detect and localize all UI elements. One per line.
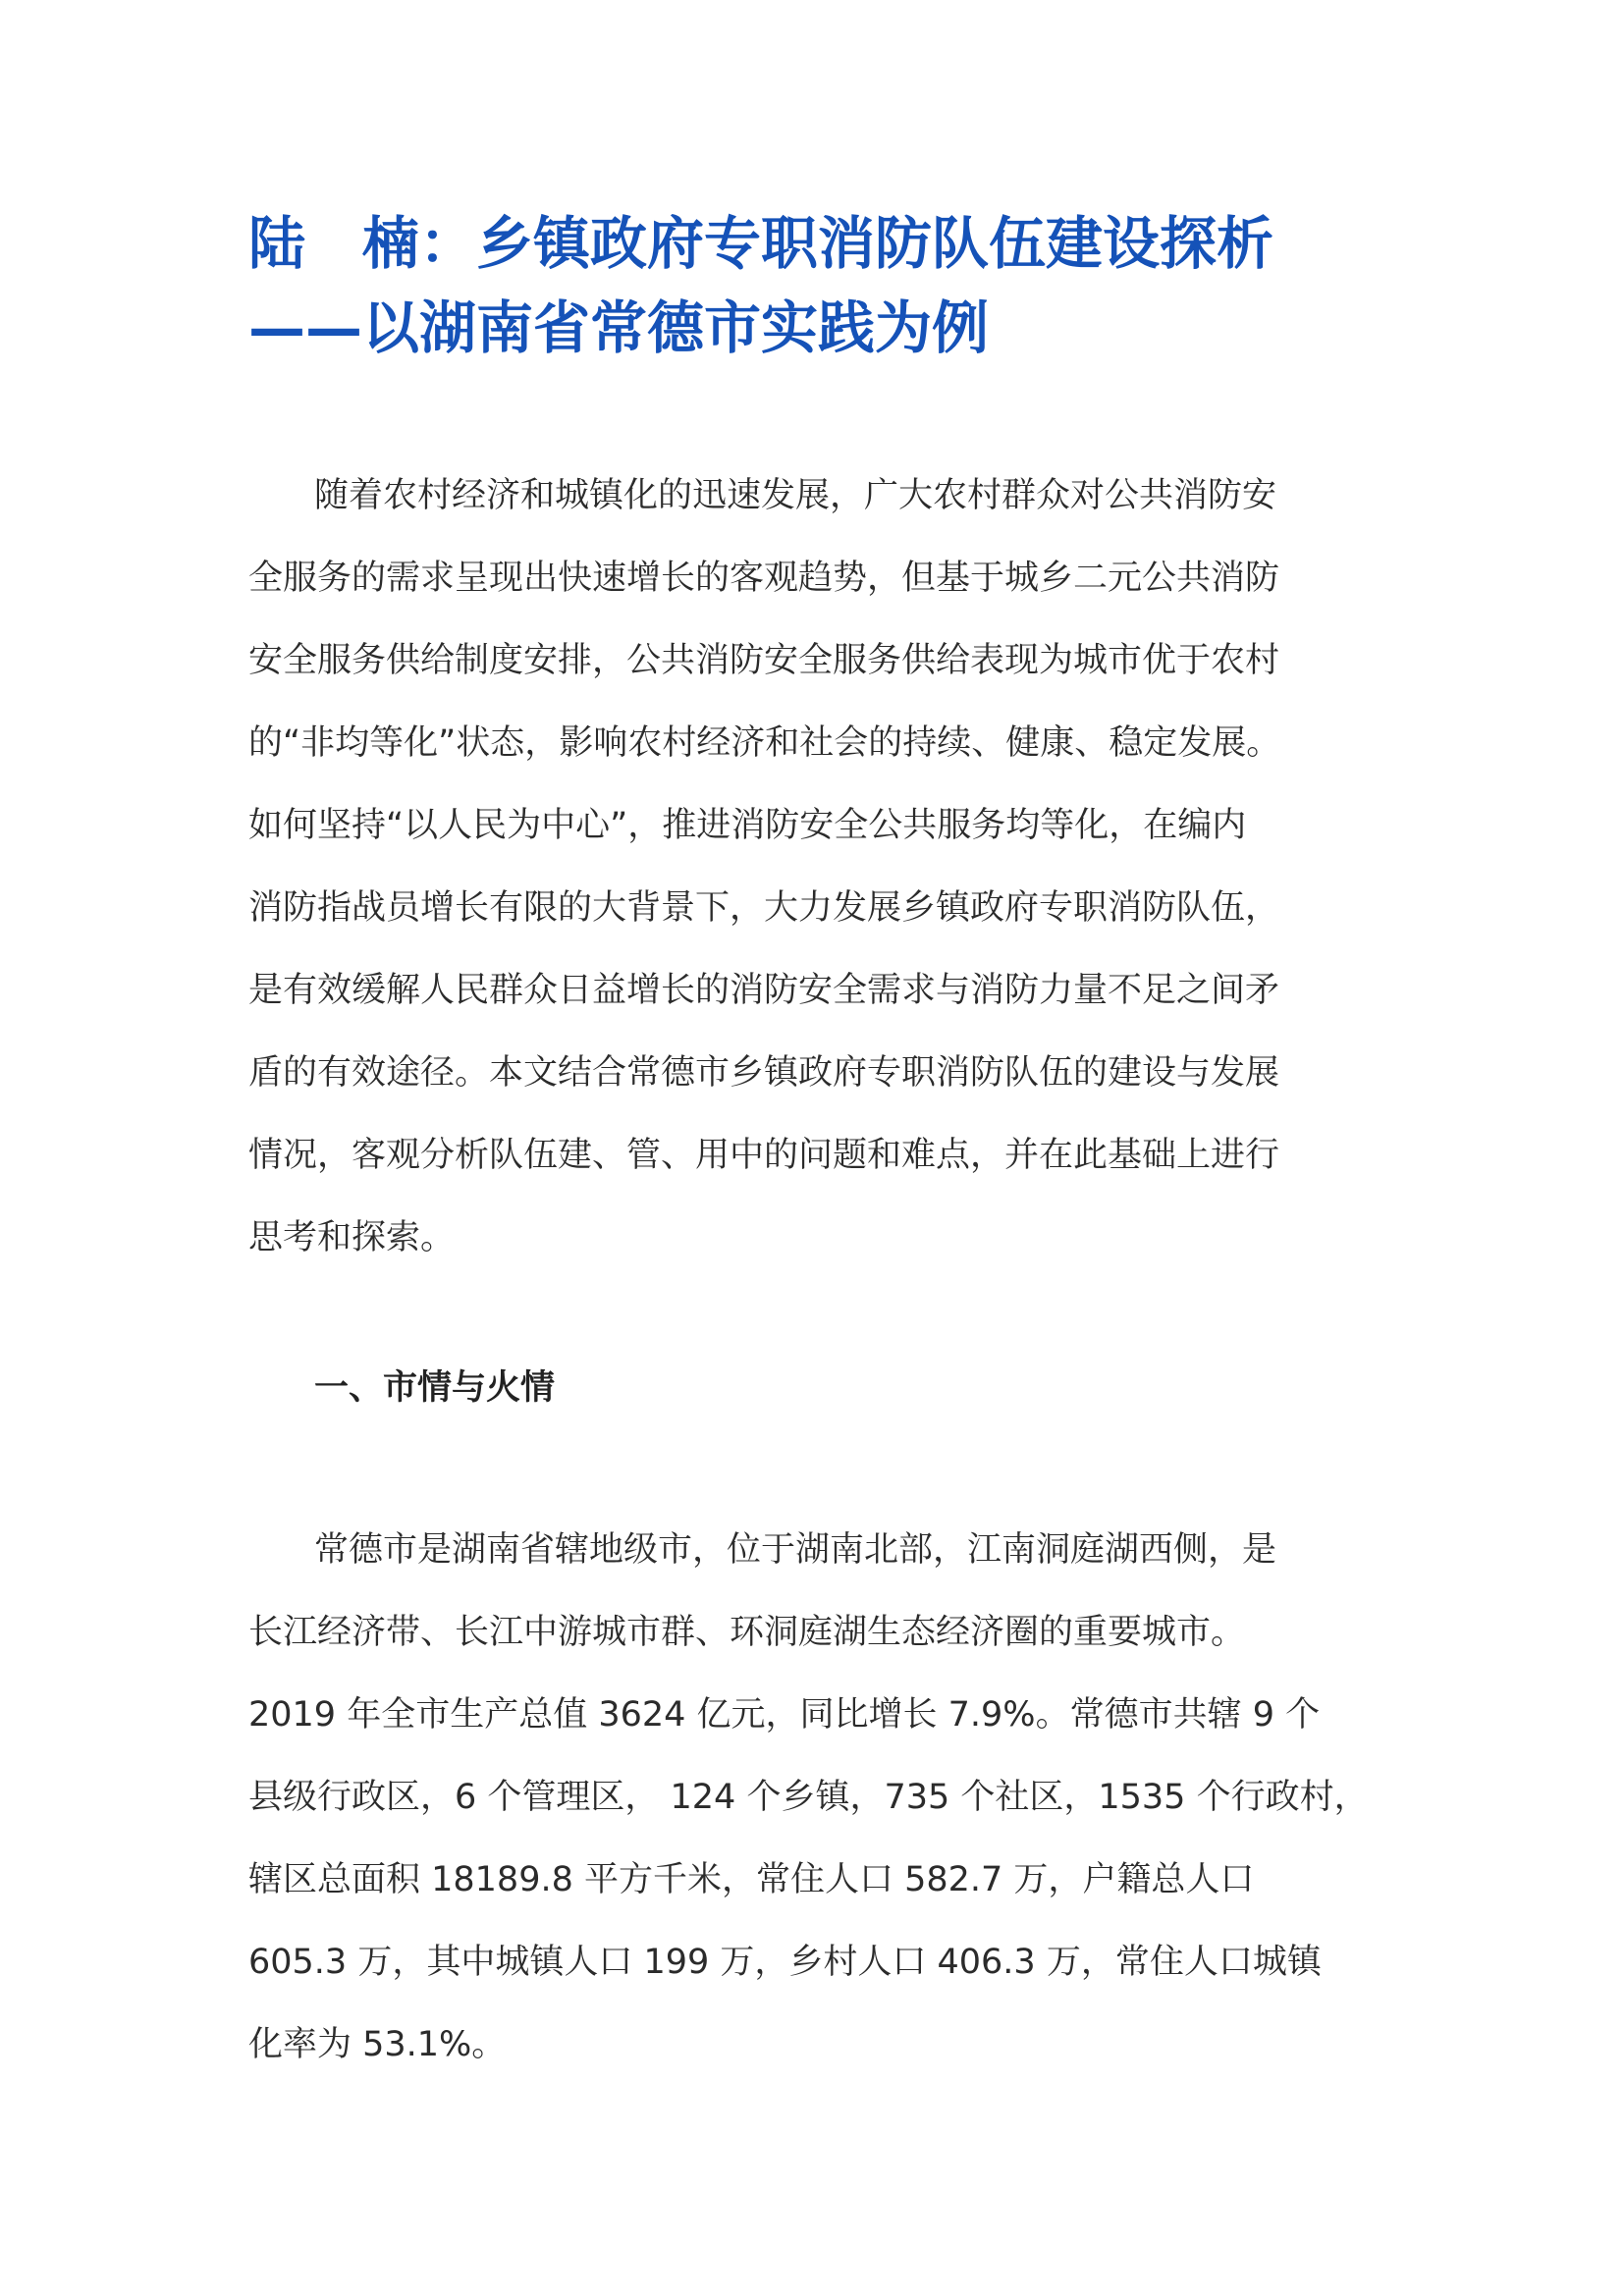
paragraph-line: 的“非均等化”状态，影响农村经济和社会的持续、健康、稳定发展。 xyxy=(248,723,1281,763)
paragraph-line: 是有效缓解人民群众日益增长的消防安全需求与消防力量不足之间矛 xyxy=(248,971,1280,1010)
paragraph-line: 长江经济带、长江中游城市群、环洞庭湖生态经济圈的重要城市。 xyxy=(248,1613,1246,1652)
paragraph-line: 县级行政区，6 个管理区， 124 个乡镇，735 个社区，1535 个行政村， xyxy=(248,1778,1369,1817)
article-title xyxy=(248,201,1427,370)
paragraph-line: 辖区总面积 18189.8 平方千米，常住人口 582.7 万，户籍总人口 xyxy=(248,1860,1255,1899)
intro-paragraph xyxy=(248,454,1378,1279)
paragraph-line: 安全服务供给制度安排，公共消防安全服务供给表现为城市优于农村 xyxy=(248,641,1280,680)
paragraph-line: 随着农村经济和城镇化的迅速发展，广大农村群众对公共消防安 xyxy=(314,476,1277,515)
paragraph-line: 消防指战员增长有限的大背景下，大力发展乡镇政府专职消防队伍， xyxy=(248,888,1280,928)
paragraph-line: 化率为 53.1%。 xyxy=(248,2025,507,2064)
section-heading: 一、市情与火情 xyxy=(314,1368,556,1408)
paragraph-line: 常德市是湖南省辖地级市，位于湖南北部，江南洞庭湖西侧，是 xyxy=(314,1530,1277,1570)
city-overview-paragraph xyxy=(248,1509,1378,2086)
paragraph-line: 全服务的需求呈现出快速增长的客观趋势，但基于城乡二元公共消防 xyxy=(248,559,1280,598)
paragraph-line: 思考和探索。 xyxy=(248,1218,456,1257)
paragraph-line: 2019 年全市生产总值 3624 亿元，同比增长 7.9%。常德市共辖 9 个 xyxy=(248,1695,1321,1735)
title-line-2: ——以湖南省常德市实践为例 xyxy=(248,294,990,361)
paragraph-line: 605.3 万，其中城镇人口 199 万，乡村人口 406.3 万，常住人口城镇 xyxy=(248,1943,1322,1982)
title-line-1: 陆 楠：乡镇政府专职消防队伍建设探析 xyxy=(248,210,1274,277)
paragraph-line: 盾的有效途径。本文结合常德市乡镇政府专职消防队伍的建设与发展 xyxy=(248,1053,1280,1093)
paragraph-line: 情况，客观分析队伍建、管、用中的问题和难点，并在此基础上进行 xyxy=(248,1136,1280,1175)
paragraph-line: 如何坚持“以人民为中心”，推进消防安全公共服务均等化，在编内 xyxy=(248,806,1247,845)
